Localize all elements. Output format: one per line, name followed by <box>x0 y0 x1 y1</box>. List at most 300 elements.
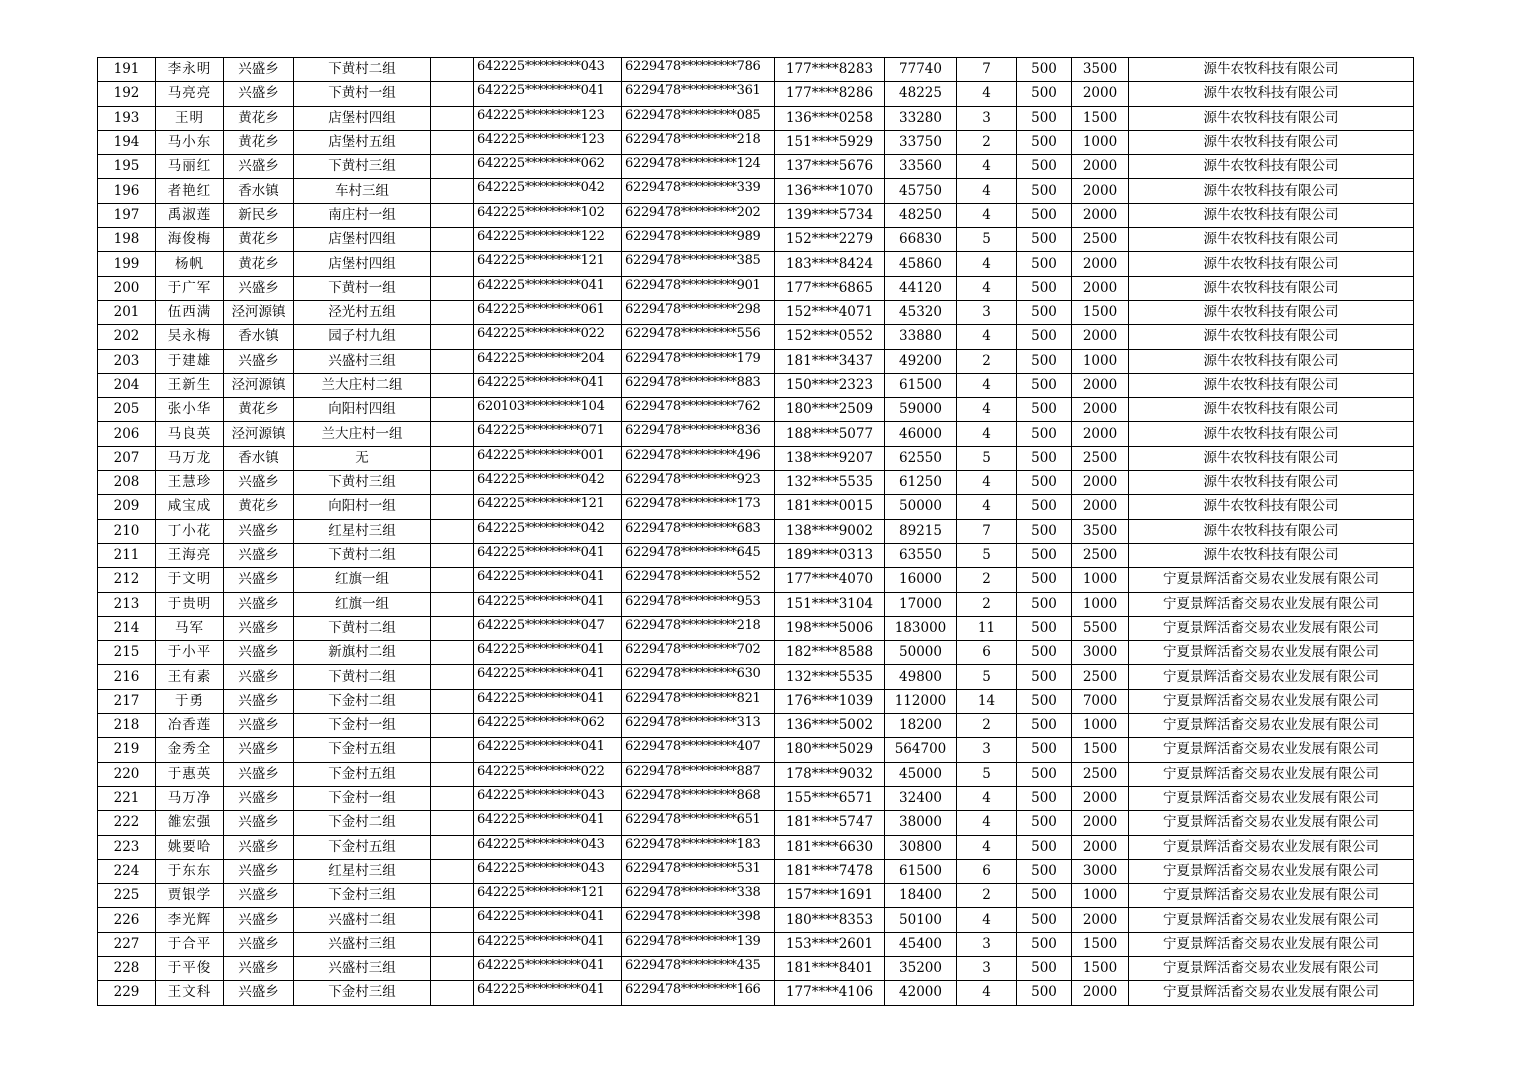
phone-cell: 138****9002 <box>775 519 885 543</box>
township-cell: 泾河源镇 <box>224 373 294 397</box>
village-cell: 向阳村四组 <box>294 398 431 422</box>
village-cell: 兴盛村三组 <box>294 932 431 956</box>
row-number-cell: 207 <box>98 446 156 470</box>
township-cell: 兴盛乡 <box>224 349 294 373</box>
unit-price-cell: 500 <box>1017 811 1072 835</box>
name-cell: 丁小花 <box>156 519 224 543</box>
subsidy-cell: 2500 <box>1072 446 1129 470</box>
id-number-cell: 620103*********104 <box>474 398 622 422</box>
unit-price-cell: 500 <box>1017 58 1072 82</box>
village-cell: 下黄村三组 <box>294 471 431 495</box>
unit-price-cell: 500 <box>1017 616 1072 640</box>
blank-cell <box>431 884 474 908</box>
blank-cell <box>431 495 474 519</box>
blank-cell <box>431 446 474 470</box>
blank-cell <box>431 738 474 762</box>
name-cell: 贾银学 <box>156 884 224 908</box>
village-cell: 红旗一组 <box>294 568 431 592</box>
count-cell: 4 <box>957 373 1017 397</box>
phone-cell: 178****9032 <box>775 762 885 786</box>
blank-cell <box>431 665 474 689</box>
unit-price-cell: 500 <box>1017 179 1072 203</box>
amount-cell: 112000 <box>885 689 957 713</box>
village-cell: 下金村五组 <box>294 835 431 859</box>
amount-cell: 18400 <box>885 884 957 908</box>
count-cell: 4 <box>957 82 1017 106</box>
company-cell: 宁夏景辉活畜交易农业发展有限公司 <box>1129 568 1414 592</box>
phone-cell: 177****8286 <box>775 82 885 106</box>
subsidy-cell: 1000 <box>1072 592 1129 616</box>
bank-account-cell: 6229478*********298 <box>622 300 775 324</box>
id-number-cell: 642225*********121 <box>474 252 622 276</box>
bank-account-cell: 6229478*********651 <box>622 811 775 835</box>
bank-account-cell: 6229478*********531 <box>622 859 775 883</box>
count-cell: 6 <box>957 859 1017 883</box>
name-cell: 王慧珍 <box>156 471 224 495</box>
bank-account-cell: 6229478*********702 <box>622 641 775 665</box>
company-cell: 源牛农牧科技有限公司 <box>1129 130 1414 154</box>
name-cell: 于平俊 <box>156 956 224 980</box>
village-cell: 下金村一组 <box>294 786 431 810</box>
subsidy-cell: 2000 <box>1072 155 1129 179</box>
row-number-cell: 219 <box>98 738 156 762</box>
name-cell: 海俊梅 <box>156 228 224 252</box>
amount-cell: 35200 <box>885 956 957 980</box>
bank-account-cell: 6229478*********085 <box>622 106 775 130</box>
blank-cell <box>431 82 474 106</box>
company-cell: 源牛农牧科技有限公司 <box>1129 179 1414 203</box>
township-cell: 兴盛乡 <box>224 908 294 932</box>
count-cell: 4 <box>957 179 1017 203</box>
id-number-cell: 642225*********041 <box>474 689 622 713</box>
bank-account-cell: 6229478*********552 <box>622 568 775 592</box>
name-cell: 于东东 <box>156 859 224 883</box>
subsidy-cell: 2000 <box>1072 203 1129 227</box>
unit-price-cell: 500 <box>1017 325 1072 349</box>
id-number-cell: 642225*********121 <box>474 884 622 908</box>
village-cell: 红星村三组 <box>294 859 431 883</box>
unit-price-cell: 500 <box>1017 689 1072 713</box>
count-cell: 3 <box>957 738 1017 762</box>
id-number-cell: 642225*********022 <box>474 325 622 349</box>
count-cell: 5 <box>957 762 1017 786</box>
blank-cell <box>431 373 474 397</box>
bank-account-cell: 6229478*********313 <box>622 714 775 738</box>
row-number-cell: 218 <box>98 714 156 738</box>
township-cell: 兴盛乡 <box>224 568 294 592</box>
table-body <box>98 58 1414 1006</box>
company-cell: 宁夏景辉活畜交易农业发展有限公司 <box>1129 786 1414 810</box>
amount-cell: 16000 <box>885 568 957 592</box>
subsidy-cell: 1000 <box>1072 884 1129 908</box>
township-cell: 兴盛乡 <box>224 58 294 82</box>
amount-cell: 33750 <box>885 130 957 154</box>
amount-cell: 61250 <box>885 471 957 495</box>
blank-cell <box>431 932 474 956</box>
company-cell: 宁夏景辉活畜交易农业发展有限公司 <box>1129 641 1414 665</box>
id-number-cell: 642225*********043 <box>474 859 622 883</box>
count-cell: 4 <box>957 495 1017 519</box>
amount-cell: 49800 <box>885 665 957 689</box>
table-row <box>98 325 1414 349</box>
phone-cell: 188****5077 <box>775 422 885 446</box>
phone-cell: 180****8353 <box>775 908 885 932</box>
id-number-cell: 642225*********043 <box>474 58 622 82</box>
amount-cell: 89215 <box>885 519 957 543</box>
township-cell: 兴盛乡 <box>224 762 294 786</box>
row-number-cell: 224 <box>98 859 156 883</box>
subsidy-cell: 1000 <box>1072 568 1129 592</box>
bank-account-cell: 6229478*********339 <box>622 179 775 203</box>
township-cell: 兴盛乡 <box>224 738 294 762</box>
count-cell: 4 <box>957 203 1017 227</box>
subsidy-cell: 1000 <box>1072 714 1129 738</box>
blank-cell <box>431 908 474 932</box>
blank-cell <box>431 859 474 883</box>
count-cell: 4 <box>957 252 1017 276</box>
phone-cell: 132****5535 <box>775 665 885 689</box>
bank-account-cell: 6229478*********398 <box>622 908 775 932</box>
row-number-cell: 210 <box>98 519 156 543</box>
name-cell: 禹淑莲 <box>156 203 224 227</box>
table-row <box>98 82 1414 106</box>
id-number-cell: 642225*********041 <box>474 641 622 665</box>
count-cell: 3 <box>957 300 1017 324</box>
bank-account-cell: 6229478*********645 <box>622 543 775 567</box>
table-row <box>98 519 1414 543</box>
subsidy-cell: 2000 <box>1072 786 1129 810</box>
company-cell: 源牛农牧科技有限公司 <box>1129 422 1414 446</box>
blank-cell <box>431 349 474 373</box>
blank-cell <box>431 58 474 82</box>
amount-cell: 42000 <box>885 981 957 1005</box>
amount-cell: 17000 <box>885 592 957 616</box>
phone-cell: 132****5535 <box>775 471 885 495</box>
village-cell: 店堡村四组 <box>294 252 431 276</box>
amount-cell: 45750 <box>885 179 957 203</box>
subsidy-cell: 1500 <box>1072 956 1129 980</box>
amount-cell: 61500 <box>885 373 957 397</box>
table-row <box>98 179 1414 203</box>
table-row <box>98 446 1414 470</box>
unit-price-cell: 500 <box>1017 373 1072 397</box>
blank-cell <box>431 592 474 616</box>
village-cell: 店堡村五组 <box>294 130 431 154</box>
amount-cell: 45860 <box>885 252 957 276</box>
township-cell: 兴盛乡 <box>224 616 294 640</box>
table-row <box>98 859 1414 883</box>
count-cell: 3 <box>957 956 1017 980</box>
company-cell: 源牛农牧科技有限公司 <box>1129 325 1414 349</box>
phone-cell: 183****8424 <box>775 252 885 276</box>
count-cell: 3 <box>957 932 1017 956</box>
unit-price-cell: 500 <box>1017 130 1072 154</box>
count-cell: 4 <box>957 325 1017 349</box>
name-cell: 于合平 <box>156 932 224 956</box>
name-cell: 马万龙 <box>156 446 224 470</box>
bank-account-cell: 6229478*********953 <box>622 592 775 616</box>
township-cell: 兴盛乡 <box>224 519 294 543</box>
township-cell: 香水镇 <box>224 446 294 470</box>
row-number-cell: 199 <box>98 252 156 276</box>
id-number-cell: 642225*********102 <box>474 203 622 227</box>
table-row <box>98 106 1414 130</box>
township-cell: 兴盛乡 <box>224 276 294 300</box>
phone-cell: 137****5676 <box>775 155 885 179</box>
table-row <box>98 884 1414 908</box>
subsidy-cell: 1500 <box>1072 738 1129 762</box>
amount-cell: 18200 <box>885 714 957 738</box>
amount-cell: 45000 <box>885 762 957 786</box>
company-cell: 宁夏景辉活畜交易农业发展有限公司 <box>1129 981 1414 1005</box>
count-cell: 4 <box>957 398 1017 422</box>
table-row <box>98 568 1414 592</box>
phone-cell: 181****3437 <box>775 349 885 373</box>
id-number-cell: 642225*********041 <box>474 543 622 567</box>
name-cell: 吴永梅 <box>156 325 224 349</box>
table-row <box>98 786 1414 810</box>
company-cell: 宁夏景辉活畜交易农业发展有限公司 <box>1129 884 1414 908</box>
name-cell: 者艳红 <box>156 179 224 203</box>
village-cell: 下黄村二组 <box>294 665 431 689</box>
blank-cell <box>431 398 474 422</box>
phone-cell: 157****1691 <box>775 884 885 908</box>
village-cell: 下金村二组 <box>294 689 431 713</box>
amount-cell: 33560 <box>885 155 957 179</box>
count-cell: 4 <box>957 276 1017 300</box>
table-row <box>98 130 1414 154</box>
table-row <box>98 932 1414 956</box>
village-cell: 兴盛村二组 <box>294 908 431 932</box>
phone-cell: 153****2601 <box>775 932 885 956</box>
name-cell: 马亮亮 <box>156 82 224 106</box>
unit-price-cell: 500 <box>1017 495 1072 519</box>
company-cell: 源牛农牧科技有限公司 <box>1129 519 1414 543</box>
table-row <box>98 276 1414 300</box>
unit-price-cell: 500 <box>1017 908 1072 932</box>
count-cell: 14 <box>957 689 1017 713</box>
phone-cell: 181****7478 <box>775 859 885 883</box>
township-cell: 黄花乡 <box>224 252 294 276</box>
subsidy-cell: 2000 <box>1072 373 1129 397</box>
amount-cell: 44120 <box>885 276 957 300</box>
phone-cell: 198****5006 <box>775 616 885 640</box>
village-cell: 下黄村二组 <box>294 616 431 640</box>
township-cell: 兴盛乡 <box>224 689 294 713</box>
id-number-cell: 642225*********121 <box>474 495 622 519</box>
company-cell: 宁夏景辉活畜交易农业发展有限公司 <box>1129 932 1414 956</box>
subsidy-cell: 2000 <box>1072 276 1129 300</box>
unit-price-cell: 500 <box>1017 762 1072 786</box>
subsidy-cell: 2000 <box>1072 398 1129 422</box>
name-cell: 李永明 <box>156 58 224 82</box>
count-cell: 4 <box>957 422 1017 446</box>
id-number-cell: 642225*********041 <box>474 908 622 932</box>
company-cell: 宁夏景辉活畜交易农业发展有限公司 <box>1129 908 1414 932</box>
count-cell: 5 <box>957 228 1017 252</box>
blank-cell <box>431 471 474 495</box>
unit-price-cell: 500 <box>1017 446 1072 470</box>
count-cell: 2 <box>957 714 1017 738</box>
name-cell: 王新生 <box>156 373 224 397</box>
id-number-cell: 642225*********041 <box>474 738 622 762</box>
unit-price-cell: 500 <box>1017 471 1072 495</box>
phone-cell: 152****2279 <box>775 228 885 252</box>
phone-cell: 180****2509 <box>775 398 885 422</box>
bank-account-cell: 6229478*********923 <box>622 471 775 495</box>
phone-cell: 136****1070 <box>775 179 885 203</box>
unit-price-cell: 500 <box>1017 786 1072 810</box>
subsidy-cell: 1500 <box>1072 932 1129 956</box>
row-number-cell: 202 <box>98 325 156 349</box>
phone-cell: 150****2323 <box>775 373 885 397</box>
phone-cell: 181****6630 <box>775 835 885 859</box>
bank-account-cell: 6229478*********202 <box>622 203 775 227</box>
blank-cell <box>431 616 474 640</box>
village-cell: 下黄村三组 <box>294 155 431 179</box>
company-cell: 源牛农牧科技有限公司 <box>1129 300 1414 324</box>
blank-cell <box>431 130 474 154</box>
id-number-cell: 642225*********041 <box>474 568 622 592</box>
count-cell: 7 <box>957 519 1017 543</box>
subsidy-cell: 2000 <box>1072 981 1129 1005</box>
amount-cell: 45320 <box>885 300 957 324</box>
amount-cell: 33280 <box>885 106 957 130</box>
id-number-cell: 642225*********042 <box>474 179 622 203</box>
village-cell: 红星村三组 <box>294 519 431 543</box>
bank-account-cell: 6229478*********683 <box>622 519 775 543</box>
name-cell: 于文明 <box>156 568 224 592</box>
count-cell: 4 <box>957 786 1017 810</box>
subsidy-cell: 2000 <box>1072 835 1129 859</box>
company-cell: 宁夏景辉活畜交易农业发展有限公司 <box>1129 665 1414 689</box>
blank-cell <box>431 228 474 252</box>
amount-cell: 50100 <box>885 908 957 932</box>
subsidy-cell: 3000 <box>1072 859 1129 883</box>
unit-price-cell: 500 <box>1017 82 1072 106</box>
name-cell: 杨帆 <box>156 252 224 276</box>
unit-price-cell: 500 <box>1017 568 1072 592</box>
subsidy-cell: 5500 <box>1072 616 1129 640</box>
table-row <box>98 373 1414 397</box>
township-cell: 兴盛乡 <box>224 592 294 616</box>
row-number-cell: 223 <box>98 835 156 859</box>
id-number-cell: 642225*********122 <box>474 228 622 252</box>
phone-cell: 182****8588 <box>775 641 885 665</box>
phone-cell: 189****0313 <box>775 543 885 567</box>
row-number-cell: 203 <box>98 349 156 373</box>
table-row <box>98 422 1414 446</box>
village-cell: 下金村五组 <box>294 738 431 762</box>
name-cell: 王海亮 <box>156 543 224 567</box>
blank-cell <box>431 835 474 859</box>
company-cell: 源牛农牧科技有限公司 <box>1129 373 1414 397</box>
subsidy-cell: 2000 <box>1072 495 1129 519</box>
count-cell: 6 <box>957 641 1017 665</box>
subsidy-cell: 2000 <box>1072 422 1129 446</box>
unit-price-cell: 500 <box>1017 932 1072 956</box>
township-cell: 黄花乡 <box>224 495 294 519</box>
name-cell: 咸宝成 <box>156 495 224 519</box>
unit-price-cell: 500 <box>1017 106 1072 130</box>
company-cell: 宁夏景辉活畜交易农业发展有限公司 <box>1129 811 1414 835</box>
count-cell: 2 <box>957 884 1017 908</box>
name-cell: 于贵明 <box>156 592 224 616</box>
village-cell: 兴盛村三组 <box>294 349 431 373</box>
bank-account-cell: 6229478*********556 <box>622 325 775 349</box>
bank-account-cell: 6229478*********139 <box>622 932 775 956</box>
id-number-cell: 642225*********123 <box>474 106 622 130</box>
township-cell: 兴盛乡 <box>224 641 294 665</box>
township-cell: 兴盛乡 <box>224 835 294 859</box>
company-cell: 宁夏景辉活畜交易农业发展有限公司 <box>1129 738 1414 762</box>
count-cell: 5 <box>957 543 1017 567</box>
table-row <box>98 714 1414 738</box>
bank-account-cell: 6229478*********218 <box>622 130 775 154</box>
name-cell: 伍西满 <box>156 300 224 324</box>
phone-cell: 136****0258 <box>775 106 885 130</box>
table-row <box>98 956 1414 980</box>
row-number-cell: 221 <box>98 786 156 810</box>
count-cell: 2 <box>957 568 1017 592</box>
township-cell: 黄花乡 <box>224 106 294 130</box>
village-cell: 下金村一组 <box>294 714 431 738</box>
unit-price-cell: 500 <box>1017 155 1072 179</box>
row-number-cell: 196 <box>98 179 156 203</box>
data-table <box>97 57 1414 1006</box>
amount-cell: 66830 <box>885 228 957 252</box>
count-cell: 4 <box>957 908 1017 932</box>
id-number-cell: 642225*********061 <box>474 300 622 324</box>
count-cell: 3 <box>957 106 1017 130</box>
blank-cell <box>431 203 474 227</box>
unit-price-cell: 500 <box>1017 300 1072 324</box>
phone-cell: 180****5029 <box>775 738 885 762</box>
unit-price-cell: 500 <box>1017 641 1072 665</box>
bank-account-cell: 6229478*********868 <box>622 786 775 810</box>
name-cell: 张小华 <box>156 398 224 422</box>
amount-cell: 45400 <box>885 932 957 956</box>
township-cell: 黄花乡 <box>224 228 294 252</box>
table-row <box>98 543 1414 567</box>
table-row <box>98 203 1414 227</box>
bank-account-cell: 6229478*********989 <box>622 228 775 252</box>
company-cell: 源牛农牧科技有限公司 <box>1129 203 1414 227</box>
company-cell: 宁夏景辉活畜交易农业发展有限公司 <box>1129 956 1414 980</box>
bank-account-cell: 6229478*********883 <box>622 373 775 397</box>
subsidy-cell: 2500 <box>1072 762 1129 786</box>
row-number-cell: 200 <box>98 276 156 300</box>
bank-account-cell: 6229478*********762 <box>622 398 775 422</box>
unit-price-cell: 500 <box>1017 349 1072 373</box>
blank-cell <box>431 543 474 567</box>
company-cell: 宁夏景辉活畜交易农业发展有限公司 <box>1129 835 1414 859</box>
unit-price-cell: 500 <box>1017 981 1072 1005</box>
id-number-cell: 642225*********062 <box>474 155 622 179</box>
township-cell: 黄花乡 <box>224 130 294 154</box>
amount-cell: 62550 <box>885 446 957 470</box>
company-cell: 宁夏景辉活畜交易农业发展有限公司 <box>1129 689 1414 713</box>
company-cell: 源牛农牧科技有限公司 <box>1129 398 1414 422</box>
id-number-cell: 642225*********022 <box>474 762 622 786</box>
name-cell: 于小平 <box>156 641 224 665</box>
township-cell: 兴盛乡 <box>224 981 294 1005</box>
name-cell: 马万净 <box>156 786 224 810</box>
row-number-cell: 193 <box>98 106 156 130</box>
id-number-cell: 642225*********041 <box>474 665 622 689</box>
township-cell: 兴盛乡 <box>224 82 294 106</box>
company-cell: 源牛农牧科技有限公司 <box>1129 446 1414 470</box>
